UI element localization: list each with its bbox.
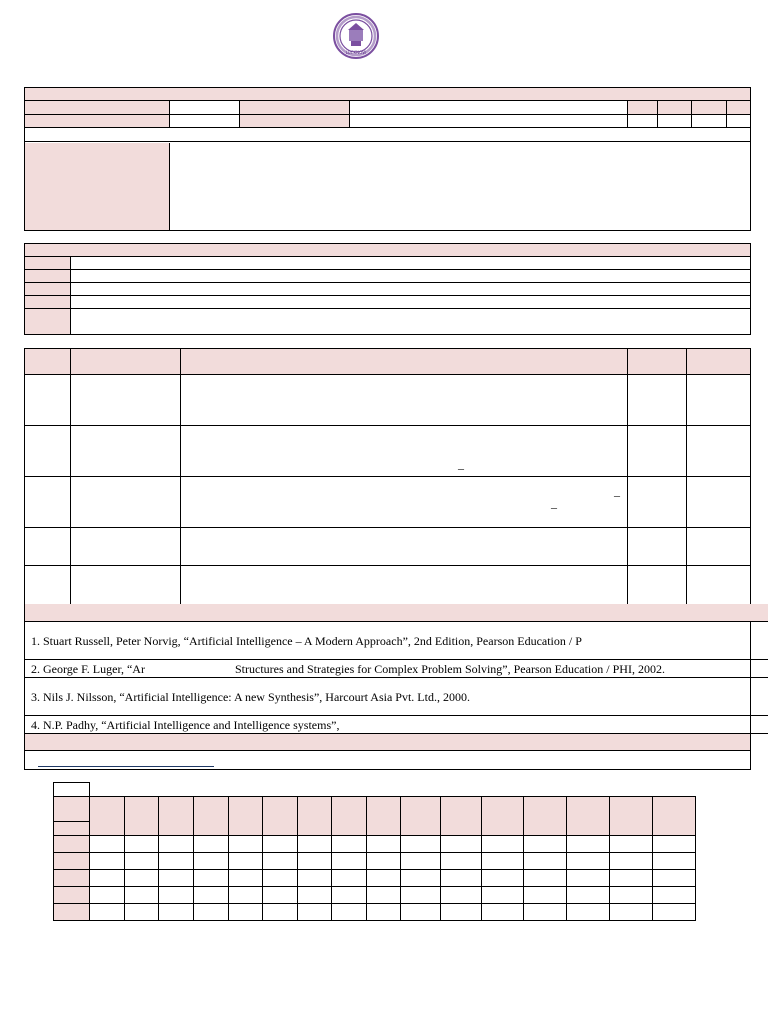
course-info-label-3 [25, 115, 170, 128]
mapping-header-po8 [332, 797, 367, 836]
ltp-t-value [658, 115, 692, 128]
mapping-header-pso1 [524, 797, 567, 836]
references-footer-band [25, 734, 750, 751]
course-info-label-4 [240, 115, 350, 128]
outcome-code-5 [25, 309, 71, 334]
ltp-p-value [692, 115, 727, 128]
mapping-row-label [54, 887, 90, 904]
mapping-header-po4 [194, 797, 229, 836]
mapping-corner-cell [53, 782, 90, 797]
outcome-text-4 [71, 296, 750, 309]
mapping-header-po10 [401, 797, 441, 836]
mapping-header-po12 [482, 797, 524, 836]
unit-3-dash-b: – [551, 500, 557, 514]
units-header-co [687, 349, 750, 375]
mapping-header-pso4 [653, 797, 696, 836]
units-header-unit [25, 349, 71, 375]
mapping-header-po1 [90, 797, 125, 836]
ltp-c-value [727, 115, 750, 128]
ltp-l-value [628, 115, 658, 128]
outcome-code-2 [25, 270, 71, 283]
course-info-value-2 [350, 101, 628, 115]
mapping-header-po7 [298, 797, 332, 836]
mapping-row [54, 853, 696, 870]
mapping-header-stub [54, 797, 90, 836]
ltp-p-header [692, 101, 727, 115]
outcome-text-2 [71, 270, 750, 283]
hyperlink-underline[interactable] [38, 766, 214, 767]
reference-2-text-a: 2. George F. Luger, “Ar [31, 662, 145, 676]
outcome-text-5 [71, 309, 750, 334]
course-info-label-1 [25, 101, 170, 115]
mapping-header-pso3 [610, 797, 653, 836]
mapping-row [54, 904, 696, 921]
mapping-header-po3 [159, 797, 194, 836]
outcome-code-4 [25, 296, 71, 309]
svg-text:LUCKNOW: LUCKNOW [345, 50, 367, 55]
course-info-value-1 [170, 101, 240, 115]
reference-2-text-b: Structures and Strategies for Complex Problem Solving”, Pearson Education / PHI, 2002. [235, 662, 665, 676]
course-info-title-bar [25, 88, 750, 101]
reference-3-text: 3. Nils J. Nilsson, “Artificial Intelligence: A new Synthesis”, Harcourt Asia Pvt. Ltd., 2000. [31, 690, 470, 704]
references-heading-bar [25, 604, 768, 622]
units-header-title [71, 349, 181, 375]
units-header-hours [628, 349, 687, 375]
outcome-code-3 [25, 283, 71, 296]
course-info-row-divider [25, 128, 750, 142]
course-objectives-label [25, 143, 170, 230]
mapping-row-label [54, 836, 90, 853]
unit-2-dash: – [458, 461, 464, 475]
mapping-header-po6 [263, 797, 298, 836]
course-objectives-value [171, 143, 750, 230]
mapping-row [54, 836, 696, 853]
university-seal-logo [331, 13, 381, 59]
reference-4-text: 4. N.P. Padhy, “Artificial Intelligence and Intelligence systems”, [31, 718, 340, 732]
mapping-header-po2 [125, 797, 159, 836]
ltp-c-header [727, 101, 750, 115]
outcome-text-3 [71, 283, 750, 296]
outcome-code-1 [25, 257, 71, 270]
course-info-value-3 [170, 115, 240, 128]
mapping-header-pso2 [567, 797, 610, 836]
course-info-label-2 [240, 101, 350, 115]
outcome-text-1 [71, 257, 750, 270]
ltp-t-header [658, 101, 692, 115]
mapping-header-row [54, 797, 696, 836]
mapping-row-label [54, 853, 90, 870]
ltp-l-header [628, 101, 658, 115]
mapping-row [54, 870, 696, 887]
unit-3-dash-a: – [614, 488, 620, 502]
mapping-row-label [54, 870, 90, 887]
co-po-mapping-table [53, 796, 696, 921]
outcomes-title-bar [25, 244, 750, 257]
mapping-header-po9 [367, 797, 401, 836]
mapping-row [54, 887, 696, 904]
reference-1-text: 1. Stuart Russell, Peter Norvig, “Artificial Intelligence – A Modern Approach”, 2nd Edition, Pearson Education / P [31, 634, 582, 648]
mapping-row-label [54, 904, 90, 921]
units-header-content [181, 349, 628, 375]
course-info-value-4 [350, 115, 628, 128]
mapping-header-po11 [441, 797, 482, 836]
mapping-header-po5 [229, 797, 263, 836]
